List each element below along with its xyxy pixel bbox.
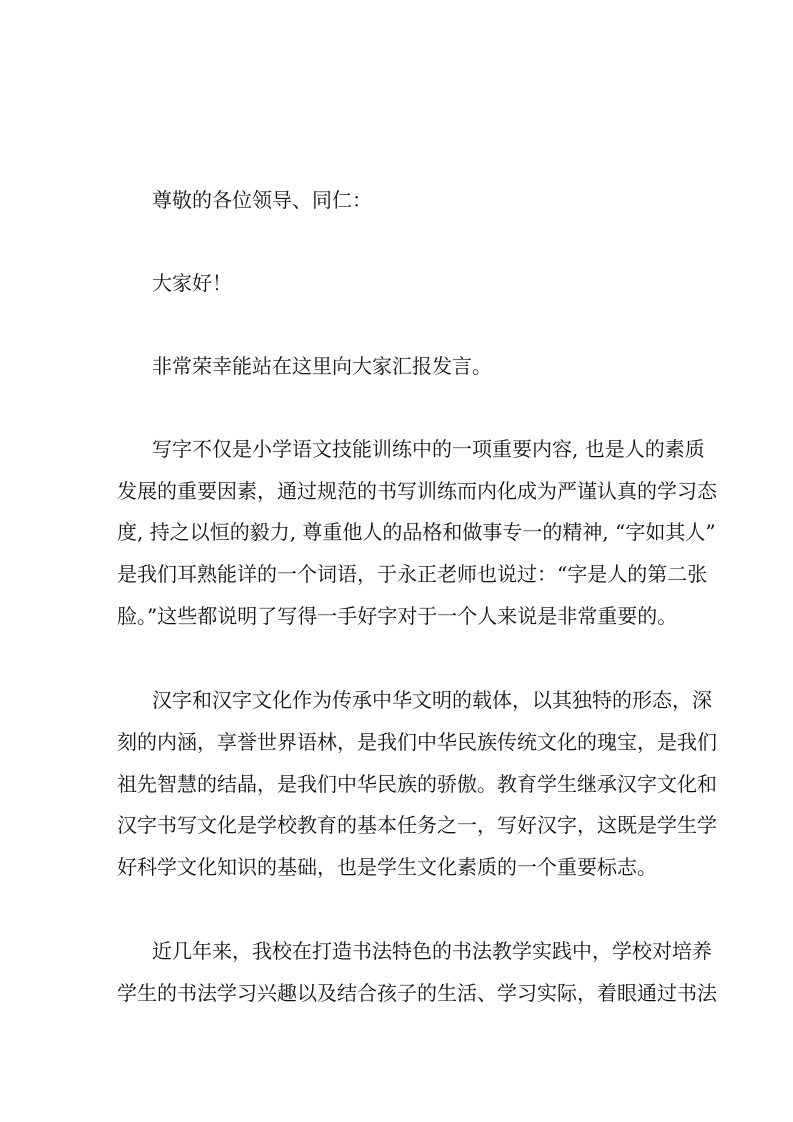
paragraph-line: 刻的内涵，享誉世界语林，是我们中华民族传统文化的瑰宝，是我们 [117,730,717,754]
paragraph-line: 汉字书写文化是学校教育的基本任务之一，写好汉字，这既是学生学 [117,813,717,837]
paragraph-line: 脸。”这些都说明了写得一手好字对于一个人来说是非常重要的。 [117,604,678,628]
paragraph-line: 汉字和汉字文化作为传承中华文明的载体，以其独特的形态，深 [152,688,712,712]
paragraph-line: 写字不仅是小学语文技能训练中的一项重要内容, 也是人的素质 [152,437,705,461]
paragraph-line: 近几年来，我校在打造书法特色的书法教学实践中，学校对培养 [152,939,712,963]
greeting-text: 大家好！ [152,271,232,295]
intro-text: 非常荣幸能站在这里向大家汇报发言。 [152,354,492,378]
paragraph-line: 是我们耳熟能详的一个词语，于永正老师也说过：“字是人的第二张 [117,562,708,586]
paragraph-line: 发展的重要因素，通过规范的书写训练而内化成为严谨认真的学习态 [117,479,717,503]
paragraph-line: 祖先智慧的结晶，是我们中华民族的骄傲。教育学生继承汉字文化和 [117,772,717,796]
paragraph-line: 度, 持之以恒的毅力, 尊重他人的品格和做事专一的精神, “字如其人” [117,520,716,544]
paragraph-line: 好科学文化知识的基础，也是学生文化素质的一个重要标志。 [117,855,657,879]
salutation: 尊敬的各位领导、同仁： [152,188,372,212]
paragraph-line: 学生的书法学习兴趣以及结合孩子的生活、学习实际，着眼通过书法 [117,981,717,1005]
